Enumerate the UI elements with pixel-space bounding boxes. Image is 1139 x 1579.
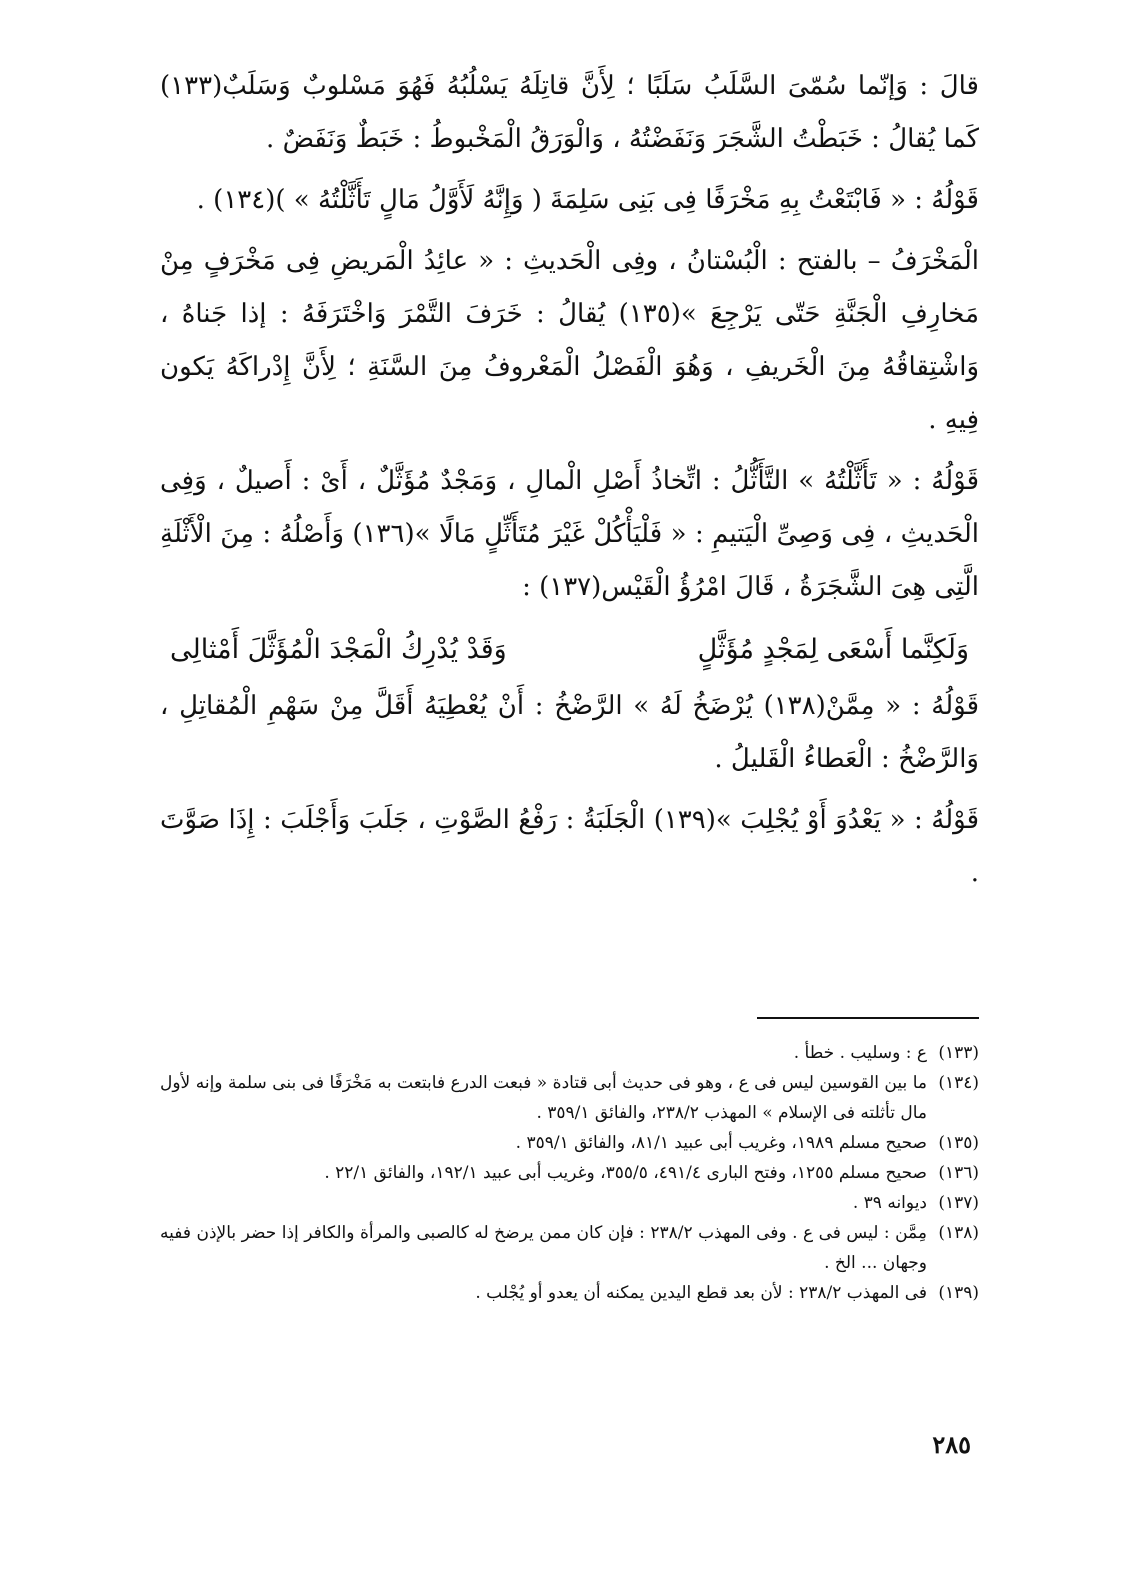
footnote-text: فى المهذب ٢٣٨/٢ : لأن بعد قطع اليدين يمكنه أن يعدو أو يُجْلب .: [475, 1283, 927, 1303]
footnote-item: [160, 1158, 979, 1188]
paragraph-jalaba: قَوْلُهُ : « يَعْدُوَ أَوْ يُجْلِبَ »(١٣٩) الْجَلَبَةُ : رَفْعُ الصَّوْتِ ، جَلَبَ وَأَجْلَبَ : إِذَا صَوَّتَ .: [160, 805, 980, 888]
footnote-item: [160, 1038, 979, 1068]
footnote-number: (١٣٩): [938, 1283, 979, 1303]
poetry-verse: [170, 620, 969, 680]
footnote-item: [160, 1188, 979, 1218]
footnote-number: (١٣٨): [938, 1223, 979, 1243]
footnote-text: ديوانه ٣٩ .: [852, 1193, 927, 1213]
paragraph-makhraf-quote: قَوْلُهُ : « فَابْتَعْتُ بِهِ مَخْرَفًا فِى بَنِى سَلِمَةَ ( وَإِنَّهُ لَأَوَّلُ مَالٍ تَأَثَّلْتُهُ » )(١٣٤) .: [196, 185, 979, 215]
footnote-text: مِمَّن : ليس فى ع . وفى المهذب ٢٣٨/٢ : فإن كان ممن يرضخ له كالصبى والمرأة والكافر إذا حضر بالإذن ففيه وجهان ... الخ .: [160, 1223, 927, 1273]
paragraph-makhraf-definition: الْمَخْرَفُ – بالفتح : الْبُسْتانُ ، وفِى الْحَديثِ : « عائِدُ الْمَريضِ فِى مَخْرَفٍ مِنْ مَخارِفِ الْجَنَّةِ حَتّى يَرْجِعَ »(١٣٥) يُقالُ : خَرَفَ التَّمْرَ وَاخْتَرَفَهُ : إذا جَناهُ ، وَاشْتِقاقُهُ مِنَ الْخَريفِ ، وَهُوَ الْفَصْلُ الْمَعْروفُ مِنَ السَّنَةِ ؛ لِأَنَّ إِدْراكَهُ يَكون فِيهِ .: [160, 246, 979, 435]
footnote-number: (١٣٥): [938, 1133, 979, 1153]
verse-second-hemistich: وَقَدْ يُدْرِكُ الْمَجْدَ الْمُؤَثَّلَ أَمْثالِى: [170, 634, 507, 665]
footnote-item: [160, 1068, 979, 1128]
footnote-divider: [757, 1017, 979, 1019]
footnote-number: (١٣٣): [938, 1043, 979, 1063]
footnote-text: ما بين القوسين ليس فى ع ، وهو فى حديث أبى قتادة « فبعت الدرع فابتعت به مَخْرَفًا فى بنى سلمة وإنه لأول مال تأثلته فى الإسلام » المهذب ٢٣٨/٢، والفائق ٣٥٩/١ .: [160, 1073, 927, 1123]
footnote-item: [160, 1128, 979, 1158]
footnote-text: صحيح مسلم ١٩٨٩، وغريب أبى عبيد ٨١/١، والفائق ٣٥٩/١ .: [515, 1133, 927, 1153]
paragraph-radkh: قَوْلُهُ : « مِمَّنْ(١٣٨) يُرْضَخُ لَهُ » الرَّضْخُ : أَنْ يُعْطِيَهُ أَقَلَّ مِنْ سَهْمِ الْمُقاتِلِ ، وَالرَّضْخُ : الْعَطاءُ الْقَليلُ .: [160, 691, 979, 774]
footnote-number: (١٣٧): [938, 1193, 979, 1213]
main-text: [160, 60, 979, 900]
footnote-number: (١٣٤): [938, 1073, 979, 1093]
footnote-text: ع : وسليب . خطأ .: [793, 1043, 927, 1063]
footnote-number: (١٣٦): [938, 1163, 979, 1183]
footnote-item: [160, 1218, 979, 1278]
page-number: ٢٨٥: [932, 1430, 971, 1459]
paragraph-taaththul: قَوْلُهُ : « تَأَثَّلْتُهُ » التَّأَثُّلُ : اتِّخاذُ أَصْلِ الْمالِ ، وَمَجْدٌ مُؤَثَّلٌ ، أَىْ : أَصيلٌ ، وَفِى الْحَديثِ ، فِى وَصِىِّ الْيَتيمِ : « فَلْيَأْكُلْ غَيْرَ مُتَأَثِّلٍ مَالًا »(١٣٦) وَأَصْلُهُ : مِنَ الْأَثْلَةِ الَّتِى هِىَ الشَّجَرَةُ ، قَالَ امْرُؤُ الْقَيْس(١٣٧) :: [160, 466, 979, 602]
footnotes: [160, 1038, 979, 1308]
footnote-item: [160, 1278, 979, 1308]
verse-first-hemistich: وَلَكِنَّما أَسْعَى لِمَجْدٍ مُؤَثَّلٍ: [697, 634, 969, 665]
paragraph-salab: قالَ : وَإنّما سُمّىَ السَّلَبُ سَلَبًا ؛ لِأَنَّ قاتِلَهُ يَسْلُبُهُ فَهُوَ مَسْلوبٌ وَسَلَبٌ(١٣٣) كَما يُقالُ : خَبَطْتُ الشَّجَرَ وَنَفَضْتُهُ ، وَالْوَرَقُ الْمَخْبوطُ : خَبَطٌ وَنَفَضٌ .: [160, 71, 979, 154]
footnote-text: صحيح مسلم ١٢٥٥، وفتح البارى ٤٩١/٤، ٣٥٥/٥، وغريب أبى عبيد ١٩٢/١، والفائق ٢٢/١ .: [324, 1163, 927, 1183]
